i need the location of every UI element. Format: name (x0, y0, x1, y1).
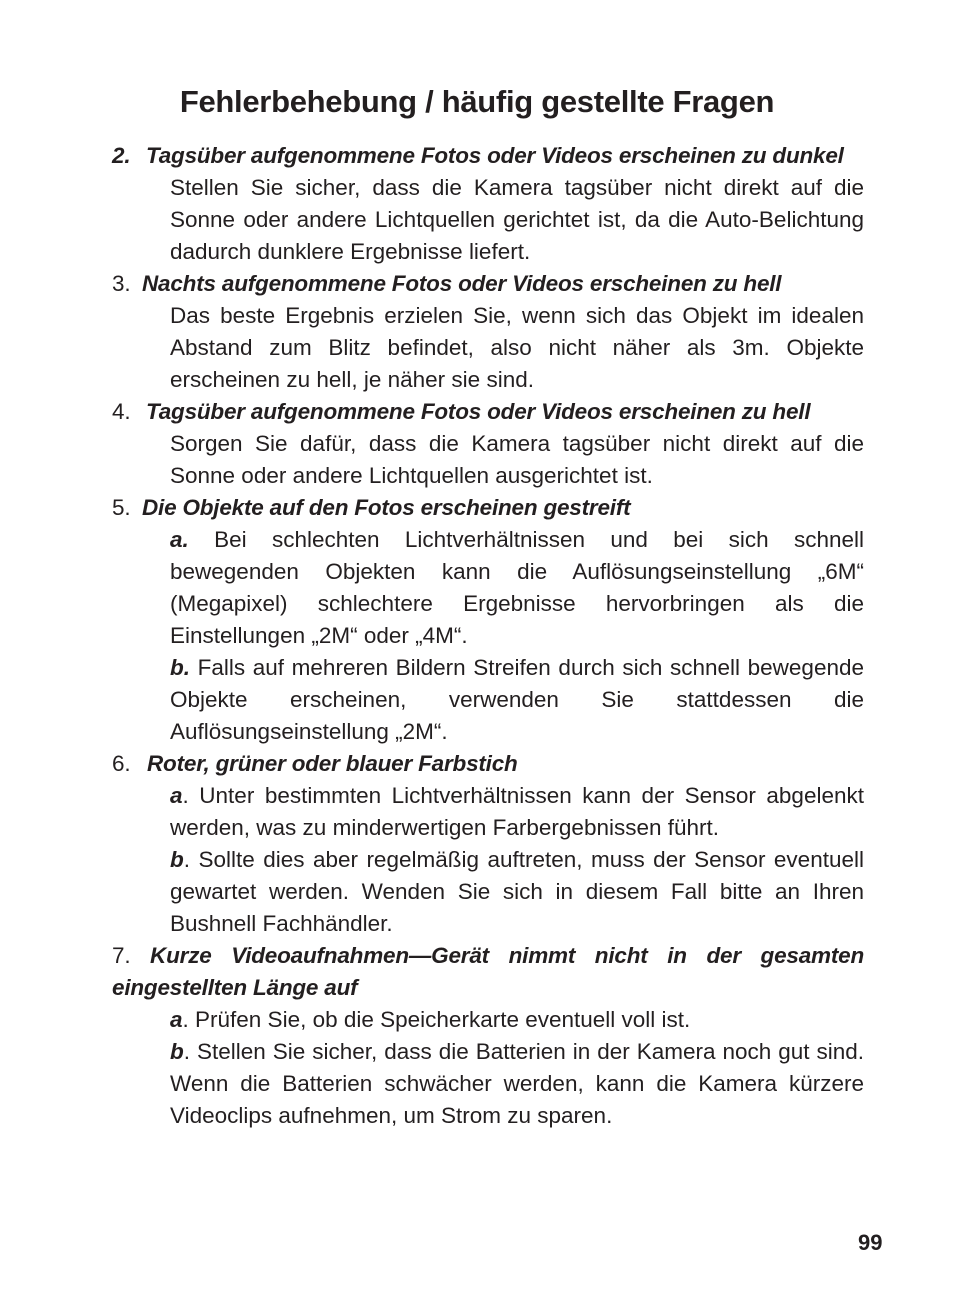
answer-label: b (170, 1039, 184, 1064)
faq-question (112, 748, 864, 780)
answer-label: b (170, 847, 184, 872)
faq-number: 7. (112, 943, 131, 968)
faq-question-text: Kurze Videoaufnahmen—Gerät nimmt nicht in der gesamten eingestellten Länge auf (112, 943, 864, 1000)
faq-answer (170, 1036, 864, 1132)
faq-item-2 (112, 140, 864, 268)
answer-text: . Prüfen Sie, ob die Speicherkarte eventuell voll ist. (182, 1007, 691, 1032)
faq-item-6 (112, 748, 864, 940)
faq-number: 6. (112, 751, 131, 776)
faq-answer (170, 428, 864, 492)
answer-text: . Unter bestimmten Lichtverhältnissen kann der Sensor abgelenkt werden, was zu minderwertigen Farbergebnissen führt. (170, 783, 864, 840)
faq-question (112, 396, 864, 428)
answer-text: Stellen Sie sicher, dass die Kamera tagsüber nicht direkt auf die Sonne oder andere Lichtquellen gerichtet ist, da die Auto-Belichtung dadurch dunklere Ergebnisse liefert. (170, 175, 864, 264)
faq-item-3 (112, 268, 864, 396)
faq-item-4 (112, 396, 864, 492)
answer-text: . Sollte dies aber regelmäßig auftreten, muss der Sensor eventuell gewartet werden. Wenden Sie sich in diesem Fall bitte an Ihren Bushnell Fachhändler. (170, 847, 864, 936)
answer-text: Das beste Ergebnis erzielen Sie, wenn sich das Objekt im idealen Abstand zum Blitz befindet, also nicht näher als 3m. Objekte erscheinen zu hell, je näher sie sind. (170, 303, 864, 392)
answer-text: Bei schlechten Lichtverhältnissen und bei sich schnell bewegenden Objekten kann die Auflösungseinstellung „6M“ (Megapixel) schlechtere Ergebnisse hervorbringen als die Einstellungen „2M“ oder „4M“. (170, 527, 864, 648)
faq-question (112, 492, 864, 524)
faq-list (112, 140, 864, 1132)
faq-answer (170, 844, 864, 940)
answer-label: b. (170, 655, 190, 680)
answer-text: . Stellen Sie sicher, dass die Batterien in der Kamera noch gut sind. Wenn die Batterien schwächer werden, kann die Kamera kürzere Videoclips aufnehmen, um Strom zu sparen. (170, 1039, 864, 1128)
faq-question (112, 140, 864, 172)
page-title: Fehlerbehebung / häufig gestellte Fragen (179, 84, 775, 119)
faq-question-text: Roter, grüner oder blauer Farbstich (147, 751, 518, 776)
faq-answer (170, 300, 864, 396)
answer-text: Sorgen Sie dafür, dass die Kamera tagsüber nicht direkt auf die Sonne oder andere Lichtquellen ausgerichtet ist. (170, 431, 864, 488)
faq-answer (170, 652, 864, 748)
faq-question (112, 940, 864, 1004)
faq-item-5 (112, 492, 864, 748)
faq-answer (170, 780, 864, 844)
faq-question-text: Tagsüber aufgenommene Fotos oder Videos erscheinen zu hell (146, 399, 811, 424)
answer-label: a (170, 783, 183, 808)
faq-answer (170, 524, 864, 652)
faq-answer (170, 1004, 864, 1036)
faq-number: 3. (112, 271, 131, 296)
faq-number: 2. (112, 143, 131, 168)
page-number: 99 (858, 1230, 883, 1255)
faq-item-7 (112, 940, 864, 1132)
faq-number: 5. (112, 495, 131, 520)
faq-question-text: Die Objekte auf den Fotos erscheinen gestreift (142, 495, 631, 520)
answer-label: a. (170, 527, 189, 552)
faq-number: 4. (112, 399, 131, 424)
faq-question (112, 268, 864, 300)
answer-label: a (170, 1007, 183, 1032)
faq-question-text: Nachts aufgenommene Fotos oder Videos erscheinen zu hell (142, 271, 782, 296)
answer-text: Falls auf mehreren Bildern Streifen durch sich schnell bewegende Objekte erscheinen, verwenden Sie stattdessen die Auflösungseinstellung „2M“. (170, 655, 864, 744)
faq-question-text: Tagsüber aufgenommene Fotos oder Videos erscheinen zu dunkel (146, 143, 844, 168)
faq-answer (170, 172, 864, 268)
